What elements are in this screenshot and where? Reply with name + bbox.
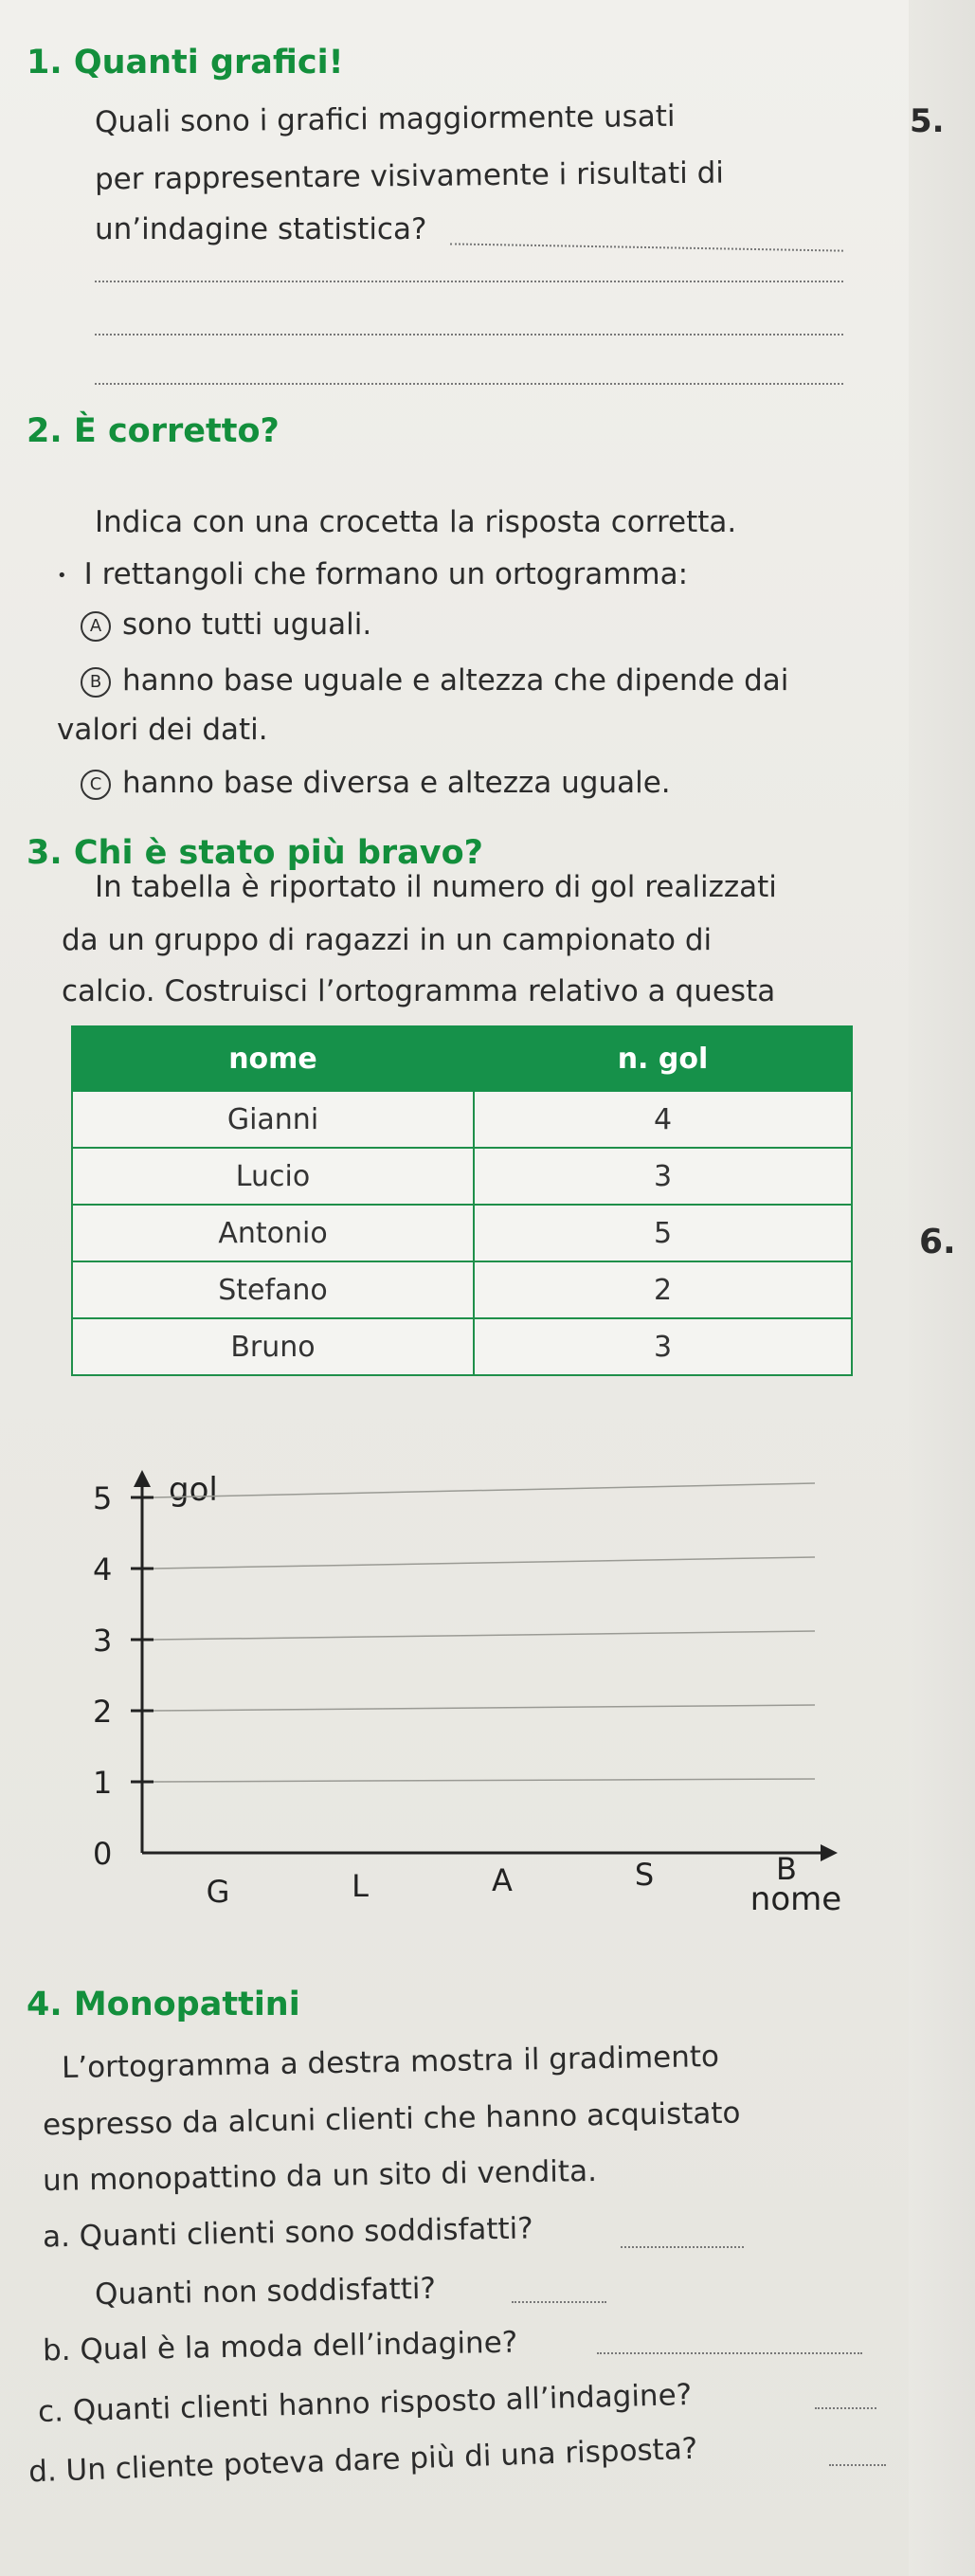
ex2-option-c[interactable] (81, 758, 671, 807)
table-header-goals: n. gol (474, 1026, 852, 1091)
y-tick-label: 0 (93, 1836, 113, 1872)
option-c-circle[interactable]: C (81, 770, 111, 800)
x-category-label: L (352, 1868, 369, 1904)
ex2-stem (57, 550, 688, 601)
ex1-line-3: un’indagine statistica? (95, 212, 427, 246)
ex4-question-a2: Quanti non soddisfatti? (94, 2271, 437, 2313)
ex2-number: 2. (27, 412, 63, 450)
table-cell-name: Gianni (72, 1091, 474, 1148)
table-row (72, 1148, 852, 1205)
gridline (153, 1631, 815, 1640)
ex3-title-text: Chi è stato più bravo? (73, 834, 483, 872)
answer-line[interactable] (597, 2352, 862, 2354)
answer-line[interactable] (95, 334, 843, 336)
ex2-option-b[interactable] (81, 656, 788, 705)
ex1-title (27, 44, 344, 82)
gridline (153, 1557, 815, 1569)
ex2-instruction: Indica con una crocetta la risposta corretta. (95, 505, 737, 539)
ex6-number: 6. (919, 1223, 956, 1261)
table-cell-name: Lucio (72, 1148, 474, 1205)
ex1-line-1: Quali sono i grafici maggiormente usati (94, 99, 676, 140)
answer-line[interactable] (815, 2407, 876, 2409)
option-b-text-cont: valori dei dati. (57, 713, 268, 747)
table-cell-goals: 3 (474, 1318, 852, 1375)
ex1-title-text: Quanti grafici! (73, 44, 344, 82)
table-cell-goals: 5 (474, 1205, 852, 1261)
answer-line[interactable] (829, 2464, 886, 2466)
table-cell-name: Antonio (72, 1205, 474, 1261)
bullet-icon: • (57, 565, 67, 586)
ex4-line-2: espresso da alcuni clienti che hanno acquistato (42, 2095, 741, 2143)
gridline (153, 1705, 815, 1711)
x-category-label: S (634, 1857, 655, 1893)
x-axis-arrow-icon (821, 1844, 838, 1861)
answer-line[interactable] (95, 383, 843, 385)
option-b-text: hanno base uguale e altezza che dipende dai (122, 663, 789, 698)
ex3-number: 3. (27, 834, 63, 872)
table-row (72, 1091, 852, 1148)
table-cell-name: Bruno (72, 1318, 474, 1375)
y-tick-label: 4 (93, 1551, 113, 1587)
table-row (72, 1205, 852, 1261)
y-tick-label: 3 (93, 1623, 113, 1659)
gridline (153, 1779, 815, 1782)
ex4-number: 4. (27, 1986, 63, 2023)
x-category-label: A (492, 1862, 513, 1898)
ex2-option-a[interactable] (81, 600, 371, 649)
next-page-edge (909, 0, 975, 2576)
ex2-stem-text: I rettangoli che formano un ortogramma: (83, 557, 689, 591)
ex4-question-d: d. Un cliente poteva dare più di una risposta? (27, 2431, 698, 2490)
y-tick-label: 5 (93, 1480, 113, 1516)
ortogramma-chart[interactable] (0, 1403, 891, 1914)
ex4-question-b: b. Qual è la moda dell’indagine? (42, 2325, 518, 2368)
ex4-question-c: c. Quanti clienti hanno risposto all’indagine? (37, 2377, 693, 2430)
ex1-number: 1. (27, 44, 63, 82)
ex4-line-3: un monopattino da un sito di vendita. (42, 2153, 598, 2199)
table-cell-name: Stefano (72, 1261, 474, 1318)
option-b-circle[interactable]: B (81, 667, 111, 698)
answer-line[interactable] (95, 281, 843, 282)
table-cell-goals: 4 (474, 1091, 852, 1148)
ex4-line-1: L’ortogramma a destra mostra il gradimento (61, 2039, 720, 2086)
option-a-circle[interactable]: A (81, 611, 111, 642)
option-c-text: hanno base diversa e altezza uguale. (122, 766, 671, 800)
y-tick-label: 1 (93, 1765, 113, 1801)
ex3-line-2: da un gruppo di ragazzi in un campionato di (62, 923, 713, 957)
x-category-label: G (206, 1874, 230, 1910)
ex2-title (27, 412, 280, 450)
ex4-question-a: a. Quanti clienti sono soddisfatti? (42, 2211, 534, 2255)
y-axis-arrow-icon (134, 1470, 151, 1487)
gridline (153, 1483, 815, 1497)
ex3-line-1: In tabella è riportato il numero di gol realizzati (95, 870, 777, 904)
ex4-title-text: Monopattini (73, 1986, 300, 2023)
answer-line[interactable] (512, 2301, 606, 2303)
answer-line[interactable] (621, 2246, 744, 2248)
goals-table (71, 1025, 853, 1376)
ex4-title (27, 1986, 300, 2023)
table-header-name: nome (72, 1026, 474, 1091)
x-category-label: B (776, 1851, 797, 1887)
y-tick-label: 2 (93, 1694, 113, 1730)
ex1-line-2: per rappresentare visivamente i risultati di (94, 155, 725, 197)
table-row (72, 1318, 852, 1375)
ex5-number: 5. (910, 102, 945, 140)
x-axis-label: nome (749, 1880, 842, 1914)
ex3-line-3: calcio. Costruisci l’ortogramma relativo a questa (62, 974, 776, 1008)
table-cell-goals: 2 (474, 1261, 852, 1318)
table-row (72, 1261, 852, 1318)
table-cell-goals: 3 (474, 1148, 852, 1205)
option-a-text: sono tutti uguali. (122, 608, 372, 642)
ex2-title-text: È corretto? (73, 412, 280, 450)
y-axis-label: gol (169, 1471, 218, 1509)
